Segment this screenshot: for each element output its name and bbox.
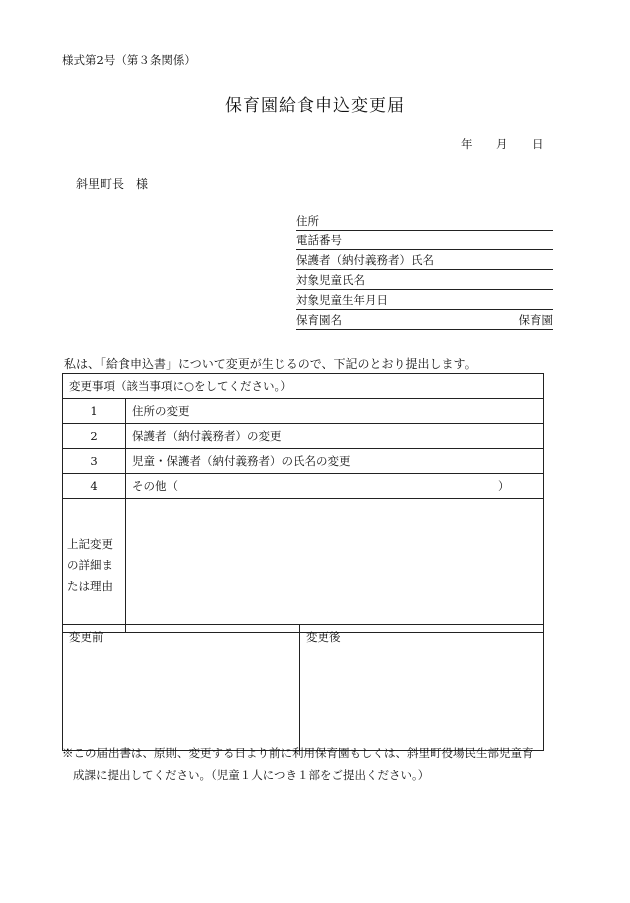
before-cell[interactable] (63, 625, 300, 751)
item-text: 保護者（納付義務者）の変更 (126, 424, 544, 449)
field-suffix: 保育園 (518, 313, 553, 327)
nursery-name-field[interactable] (296, 312, 553, 330)
guardian-name-field[interactable] (296, 252, 553, 270)
detail-label-line: たは理由 (67, 579, 113, 593)
field-label: 住所 (296, 214, 319, 228)
item-text: その他（ (132, 479, 178, 493)
addressee: 斜里町長 様 (76, 177, 149, 191)
table-row[interactable] (63, 424, 544, 449)
table-header: 変更事項（該当事項に○をしてください。） (63, 374, 544, 399)
note-line: ※この届出書は、原則、変更する日より前に利用保育園もしくは、斜里町役場民生部児童育 (62, 746, 534, 760)
item-other[interactable] (126, 474, 544, 499)
phone-field[interactable] (296, 232, 553, 250)
field-label: 保育園名 (296, 313, 342, 327)
field-label: 対象児童氏名 (296, 273, 365, 287)
field-label: 電話番号 (296, 233, 342, 247)
after-cell[interactable] (300, 625, 544, 751)
item-close-paren: ） (498, 479, 510, 493)
table-row[interactable] (63, 399, 544, 424)
change-items-table (62, 373, 544, 633)
item-number[interactable]: 3 (63, 449, 126, 474)
after-label: 変更後 (306, 630, 341, 644)
address-field[interactable] (296, 213, 553, 231)
table-row[interactable] (63, 474, 544, 499)
detail-label-line: 上記変更 (67, 537, 113, 551)
child-birthdate-field[interactable] (296, 292, 553, 310)
date-day-label: 日 (532, 137, 544, 151)
detail-label (63, 499, 126, 633)
table-row[interactable] (63, 449, 544, 474)
detail-input-area[interactable] (126, 499, 544, 633)
item-number[interactable]: 2 (63, 424, 126, 449)
before-label: 変更前 (69, 630, 104, 644)
form-number: 様式第2号（第３条関係） (62, 53, 196, 67)
item-text: 児童・保護者（納付義務者）の氏名の変更 (126, 449, 544, 474)
item-number[interactable]: 1 (63, 399, 126, 424)
detail-label-line: の詳細ま (67, 558, 113, 572)
intro-text: 私は、「給食申込書」について変更が生じるので、下記のとおり提出します。 (64, 357, 477, 371)
field-label: 対象児童生年月日 (296, 293, 388, 307)
before-after-table (62, 624, 544, 751)
document-title: 保育園給食申込変更届 (225, 96, 405, 116)
date-month-label: 月 (496, 137, 508, 151)
item-text: 住所の変更 (126, 399, 544, 424)
date-year-label: 年 (461, 137, 473, 151)
child-name-field[interactable] (296, 272, 553, 290)
note-line: 成課に提出してください。（児童１人につき１部をご提出ください。） (73, 768, 430, 782)
field-label: 保護者（納付義務者）氏名 (296, 253, 434, 267)
item-number[interactable]: 4 (63, 474, 126, 499)
